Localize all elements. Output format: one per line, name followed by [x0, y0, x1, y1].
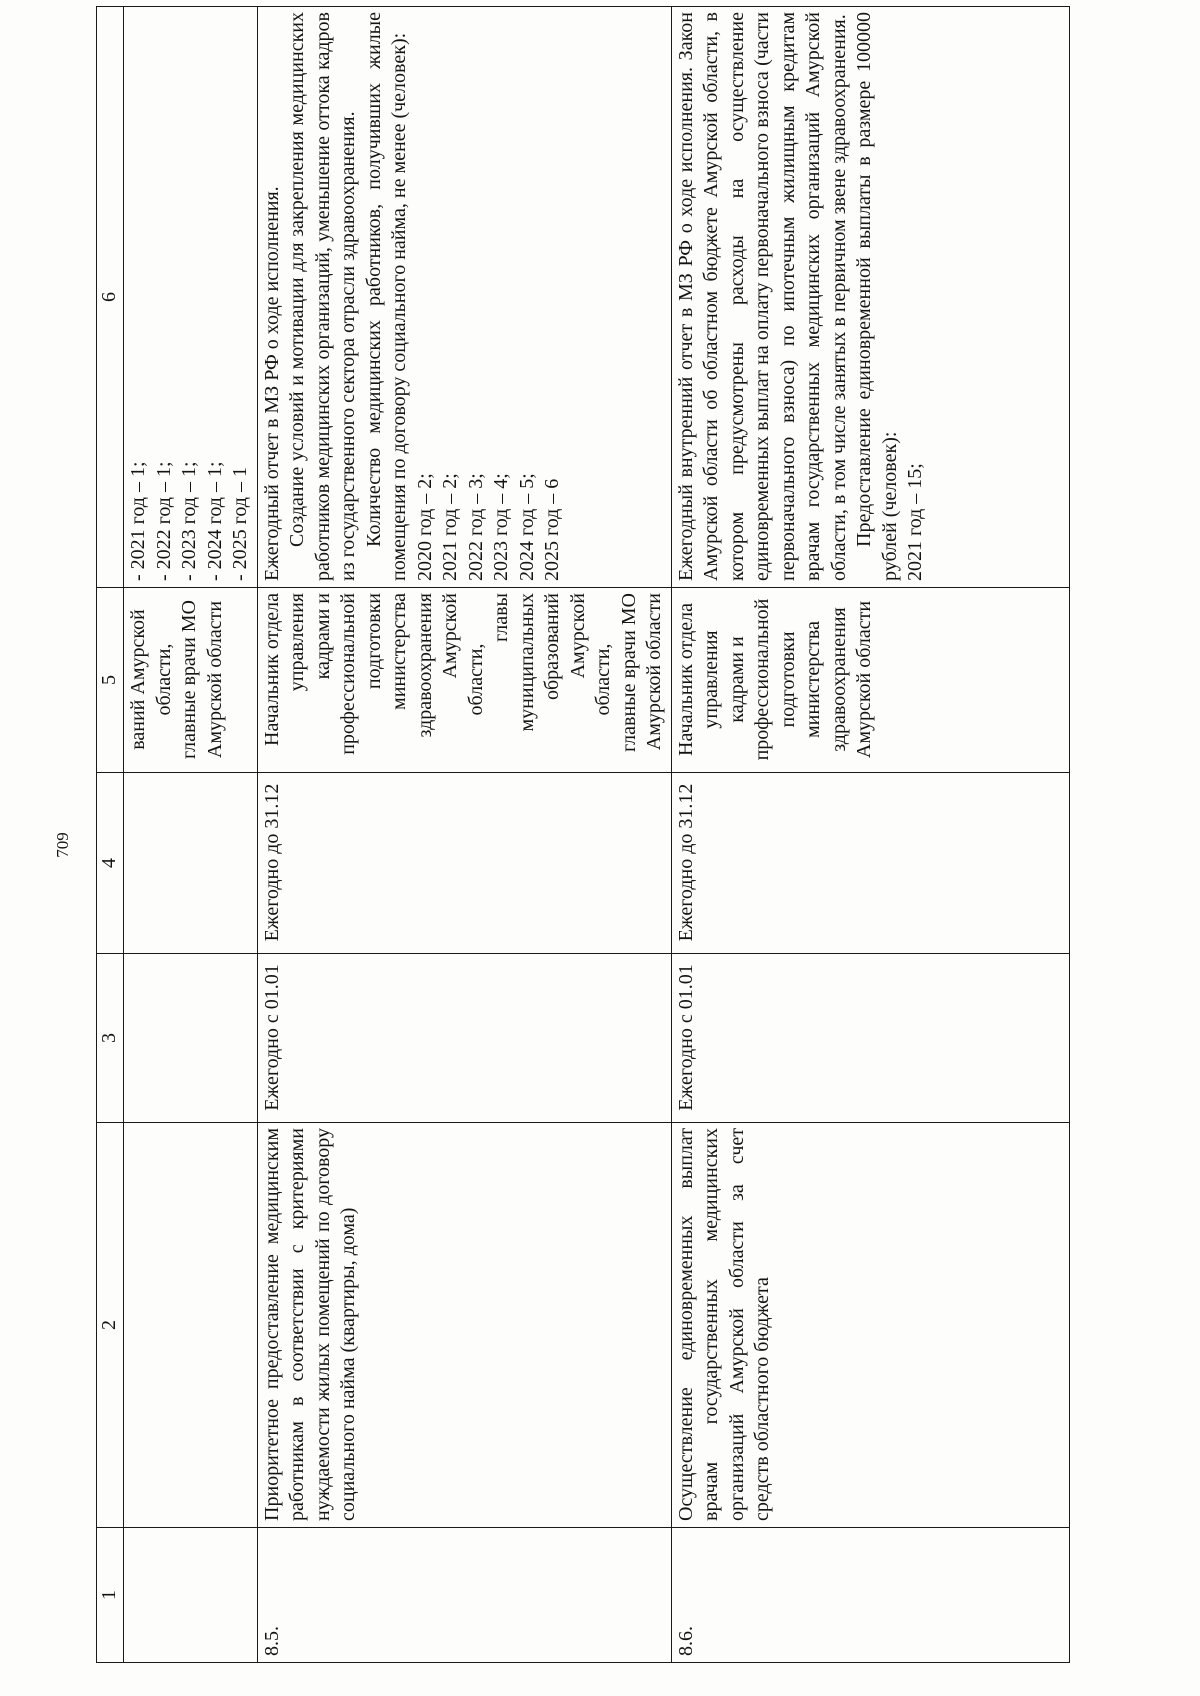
header-col-6: 6 — [97, 7, 124, 588]
row-8-5-year: 2020 год – 2; — [413, 473, 436, 581]
cont-measure — [124, 1123, 258, 1528]
header-col-4: 4 — [97, 773, 124, 954]
header-col-1: 1 — [97, 1528, 124, 1663]
cont-responsible-line: ваний Амурской — [127, 609, 149, 750]
row-8-5-result-p3: Количество медицинских работников, получивших жилые помещения по договору социального найма, не менее (человек): — [362, 12, 410, 581]
row-8-5-year: 2021 год – 2; — [439, 473, 461, 581]
row-8-5-result-years — [413, 12, 566, 581]
row-8-5-responsible-line: области, — [592, 643, 614, 716]
row-8-6-end: Ежегодно до 31.12 — [671, 773, 1069, 954]
row-8-5-result — [257, 7, 671, 588]
row-8-6-result-p2: Предоставление единовременной выплаты в размере 100000 рублей (человек): — [853, 12, 901, 581]
cont-responsible-line: главные врачи МО — [178, 600, 200, 760]
rotated-table-container — [96, 13, 1006, 1663]
row-8-5-responsible-line: главы муниципальных образований Амурской — [490, 593, 589, 732]
cont-start — [124, 954, 258, 1123]
row-8-5-year: 2023 год – 4; — [490, 473, 512, 581]
cont-result — [124, 7, 258, 588]
row-8-5-responsible-line: главные врачи МО — [617, 593, 640, 753]
header-row — [97, 7, 124, 1663]
row-8-6-num: 8.6. — [671, 1528, 1069, 1663]
row-8-6-result-p1: Ежегодный внутренний отчет в МЗ РФ о ходе исполнения. Закон Амурской области об областном бюджете Амурской области, в котором предусмотрены расходы на осуществление единовременных выплат на оплату первоначального взноса (части первоначального взноса) по ипотечным жилищным кредитам врачам государственных медицинских организаций Амурской области, в том числе занятых в первичном звене здравоохранения. — [674, 12, 850, 581]
cont-result-line: - 2024 год – 1; — [203, 461, 226, 581]
row-8-6-measure: Осуществление единовременных выплат врачам государственных медицинских организаций Амурской области за счет средств областного бюджета — [671, 1123, 1069, 1528]
cont-result-line: - 2025 год – 1 — [229, 467, 251, 581]
row-8-6-result-years — [903, 12, 929, 581]
header-col-3: 3 — [97, 954, 124, 1123]
table-row-continuation — [124, 7, 258, 1663]
row-8-5-year: 2024 год – 5; — [515, 473, 538, 581]
row-8-6-start: Ежегодно с 01.01 — [671, 954, 1069, 1123]
cont-responsible — [124, 588, 258, 773]
header-col-5: 5 — [97, 588, 124, 773]
row-8-5-responsible-line: Амурской области — [643, 593, 665, 751]
row-8-5-end: Ежегодно до 31.12 — [257, 773, 671, 954]
row-8-5-measure: Приоритетное предоставление медицинским работникам в соответствии с критериями нуждаемости жилых помещений по договору социального найма (квартиры, дома) — [257, 1123, 671, 1528]
row-8-5-result-p1: Ежегодный отчет в МЗ РФ о ходе исполнения. — [260, 186, 283, 581]
row-8-6-responsible: Начальник отдела управления кадрами и профессиональной подготовки министерства здравоохранения Амурской области — [671, 588, 1069, 773]
measures-table — [96, 6, 1070, 1663]
row-8-5-responsible-line: Начальник отдела управления кадрами и профессиональной подготовки министерства здравоохранения Амурской — [260, 593, 461, 755]
cont-responsible-line: области, — [152, 643, 175, 716]
row-8-6-result — [671, 7, 1069, 588]
row-8-5-responsible-line: области, — [464, 643, 487, 716]
row-8-5-num: 8.5. — [257, 1528, 671, 1663]
cont-responsible-line: Амурской области — [203, 600, 226, 759]
row-8-5-result-p2: Создание условий и мотивации для закрепления медицинских работников медицинских организаций, уменьшение оттока кадров из государственного сектора отрасли здравоохранения. — [286, 12, 359, 581]
cont-num — [124, 1528, 258, 1663]
row-8-6-year: 2021 год – 15; — [904, 463, 926, 581]
page-number: 709 — [52, 832, 72, 858]
row-8-5-year: 2022 год – 3; — [464, 473, 487, 581]
row-8-5-year: 2025 год – 6 — [541, 478, 563, 581]
cont-result-line: - 2022 год – 1; — [152, 461, 175, 581]
cont-result-line: - 2023 год – 1; — [178, 461, 200, 581]
header-col-2: 2 — [97, 1123, 124, 1528]
table-row-8-6 — [671, 7, 1069, 1663]
cont-result-line: - 2021 год – 1; — [127, 461, 149, 581]
row-8-5-responsible — [257, 588, 671, 773]
row-8-5-start: Ежегодно с 01.01 — [257, 954, 671, 1123]
table-row-8-5 — [257, 7, 671, 1663]
cont-end — [124, 773, 258, 954]
